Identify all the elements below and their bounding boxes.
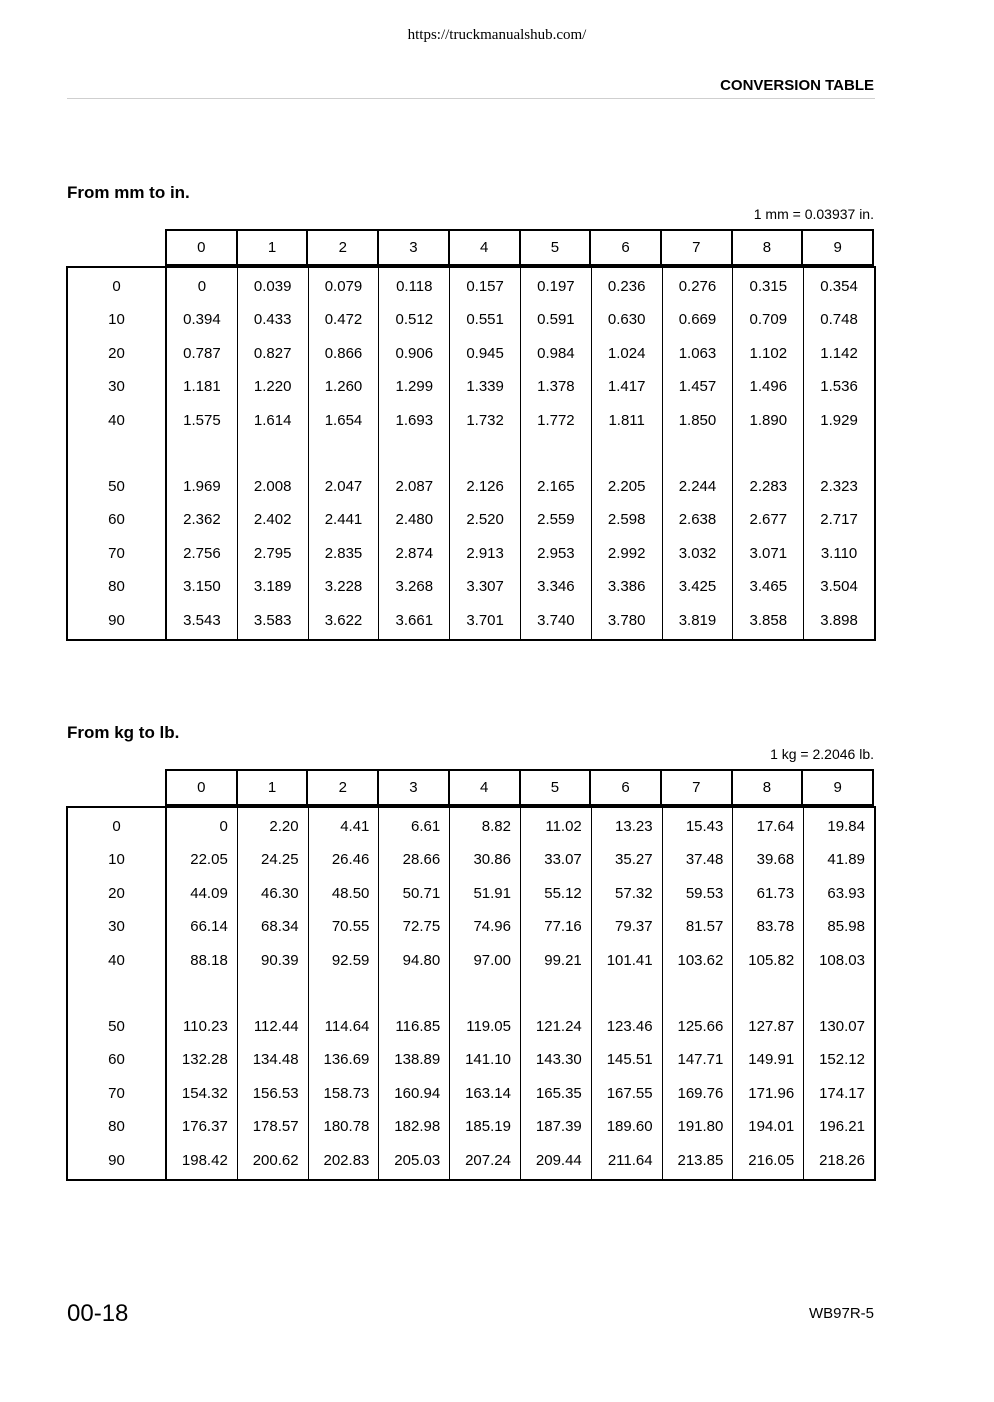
row-header: 50: [108, 1017, 125, 1035]
table-cell: 22.05: [190, 851, 228, 869]
table-cell: 2.402: [253, 511, 292, 529]
table-cell: 205.03: [394, 1151, 441, 1169]
table-cell: 55.12: [544, 884, 582, 902]
mm-to-in-factor: 1 mm = 0.03937 in.: [753, 206, 874, 222]
row-header: 70: [108, 1084, 125, 1102]
table-cell: 3.819: [678, 611, 717, 629]
table-cell: 0.551: [466, 311, 504, 329]
kg-to-lb-title: From kg to lb.: [67, 723, 180, 742]
table-cell: 1.693: [395, 411, 434, 429]
table-cell: 57.32: [615, 884, 653, 902]
table-cell: 0.984: [537, 344, 575, 362]
table-cell: 2.992: [607, 544, 646, 562]
table-cell: 194.01: [748, 1118, 795, 1136]
column-header: 8: [733, 231, 804, 264]
row-header: 40: [108, 951, 125, 969]
table-cell: 178.57: [252, 1118, 299, 1136]
table-cell: 66.14: [190, 918, 228, 936]
table-cell: 134.48: [252, 1051, 299, 1069]
table-cell: 207.24: [465, 1151, 511, 1169]
row-header-column: [68, 268, 167, 639]
table-cell: 3.622: [324, 611, 363, 629]
table-cell: 202.83: [323, 1151, 370, 1169]
table-cell: 0.276: [678, 278, 717, 295]
table-cell: 2.677: [749, 511, 788, 529]
table-cell: 2.717: [820, 511, 858, 529]
table-cell: 2.520: [466, 511, 504, 529]
row-header: 70: [108, 544, 125, 562]
table-cell: 0.906: [395, 344, 434, 362]
table-cell: 1.929: [820, 411, 858, 429]
table-cell: 0: [197, 278, 207, 295]
row-header: 20: [108, 344, 125, 362]
table-cell: 1.299: [395, 378, 434, 396]
row-header: 0: [112, 818, 121, 835]
column-header: 5: [521, 231, 592, 264]
table-cell: 0.079: [324, 278, 363, 295]
table-cell: 1.536: [820, 378, 858, 396]
table-cell: 2.598: [607, 511, 646, 529]
table-cell: 37.48: [685, 851, 724, 869]
table-cell: 3.071: [749, 544, 788, 562]
table-cell: 0.433: [253, 311, 292, 329]
data-column: [804, 808, 874, 1179]
table-cell: 1.102: [749, 344, 788, 362]
table-cell: 138.89: [394, 1051, 441, 1069]
table-cell: 1.890: [749, 411, 788, 429]
column-header-row: [165, 769, 874, 806]
table-cell: 99.21: [544, 951, 582, 969]
table-cell: 33.07: [544, 851, 582, 869]
table-cell: 85.98: [827, 918, 865, 936]
table-cell: 1.850: [678, 411, 717, 429]
table-cell: 110.23: [183, 1017, 228, 1035]
table-cell: 88.18: [190, 951, 228, 969]
table-cell: 97.00: [473, 951, 511, 969]
table-cell: 132.28: [181, 1051, 228, 1069]
table-cell: 0.197: [537, 278, 575, 295]
table-cell: 0: [219, 818, 228, 835]
table-cell: 50.71: [402, 884, 441, 902]
table-cell: 0.787: [183, 344, 221, 362]
row-header: 60: [108, 511, 125, 529]
data-column: [521, 808, 592, 1179]
table-cell: 2.638: [678, 511, 717, 529]
column-header: 7: [662, 771, 733, 804]
table-cell: 127.87: [748, 1017, 795, 1035]
data-column: [592, 268, 663, 639]
table-cell: 3.268: [395, 578, 434, 596]
table-cell: 0.669: [678, 311, 717, 329]
table-cell: 3.150: [183, 578, 221, 596]
table-cell: 198.42: [181, 1151, 228, 1169]
table-cell: 2.205: [607, 477, 646, 495]
table-cell: 92.59: [331, 951, 370, 969]
row-header: 50: [108, 477, 125, 495]
column-header: 4: [450, 231, 521, 264]
table-cell: 3.740: [537, 611, 575, 629]
table-cell: 3.032: [678, 544, 717, 562]
table-cell: 130.07: [819, 1017, 865, 1035]
table-cell: 112.44: [253, 1017, 299, 1035]
data-column: [663, 808, 734, 1179]
table-cell: 171.96: [748, 1084, 795, 1102]
table-body: [66, 266, 876, 641]
table-cell: 3.189: [253, 578, 292, 596]
table-cell: 83.78: [756, 918, 795, 936]
table-cell: 79.37: [615, 918, 653, 936]
row-header-column: [68, 808, 167, 1179]
table-cell: 103.62: [677, 951, 724, 969]
column-header: 0: [167, 771, 238, 804]
row-header: 10: [108, 851, 125, 869]
table-cell: 0.945: [466, 344, 504, 362]
table-cell: 2.953: [537, 544, 575, 562]
data-column: [733, 808, 804, 1179]
model-label: WB97R-5: [808, 1305, 874, 1322]
data-column: [804, 268, 874, 639]
table-cell: 160.94: [394, 1084, 441, 1102]
column-header: 9: [833, 239, 842, 256]
table-cell: 1.260: [324, 378, 363, 396]
table-cell: 143.30: [535, 1051, 582, 1069]
table-cell: 176.37: [181, 1118, 228, 1136]
table-cell: 2.244: [678, 477, 717, 495]
mm-to-in-title: From mm to in.: [67, 183, 190, 202]
table-cell: 41.89: [827, 851, 865, 869]
table-cell: 147.71: [677, 1051, 724, 1069]
table-cell: 1.614: [253, 411, 292, 429]
table-cell: 1.575: [183, 411, 221, 429]
table-cell: 3.504: [820, 578, 858, 596]
table-cell: 0.118: [396, 278, 433, 295]
table-cell: 218.26: [819, 1151, 865, 1169]
table-cell: 145.51: [606, 1051, 653, 1069]
table-cell: 200.62: [252, 1151, 299, 1169]
table-cell: 2.559: [537, 511, 575, 529]
table-cell: 0.354: [820, 278, 858, 295]
table-cell: 51.91: [473, 884, 511, 902]
data-column: [167, 808, 238, 1179]
table-cell: 105.82: [748, 951, 795, 969]
data-column: [238, 808, 309, 1179]
table-cell: 1.378: [537, 378, 575, 396]
table-cell: 2.835: [324, 544, 363, 562]
table-cell: 189.60: [606, 1118, 653, 1136]
column-header: 0: [167, 231, 238, 264]
table-cell: 119.05: [466, 1017, 511, 1035]
table-cell: 17.64: [756, 818, 795, 835]
table-cell: 125.66: [677, 1017, 724, 1035]
table-cell: 196.21: [819, 1118, 865, 1136]
column-header-row: [165, 229, 874, 266]
table-cell: 46.30: [261, 884, 299, 902]
table-cell: 26.46: [331, 851, 370, 869]
data-column: [309, 268, 380, 639]
data-column: [309, 808, 380, 1179]
table-cell: 152.12: [819, 1051, 865, 1069]
table-cell: 3.307: [466, 578, 504, 596]
table-cell: 39.68: [756, 851, 795, 869]
page-number: 00-18: [67, 1300, 129, 1327]
data-column: [167, 268, 238, 639]
table-cell: 3.898: [820, 611, 858, 629]
table-cell: 15.43: [685, 818, 724, 835]
column-header: 8: [733, 771, 804, 804]
table-cell: 174.17: [819, 1084, 865, 1102]
table-cell: 0.315: [749, 278, 788, 295]
table-cell: 165.35: [535, 1084, 582, 1102]
table-cell: 13.23: [615, 818, 653, 835]
row-header: 10: [108, 311, 125, 329]
data-column: [663, 268, 734, 639]
column-header: 9: [833, 779, 842, 796]
table-cell: 2.441: [324, 511, 363, 529]
table-cell: 1.220: [253, 378, 292, 396]
column-header: 3: [379, 771, 450, 804]
table-cell: 19.84: [827, 818, 865, 835]
table-cell: 2.165: [537, 477, 575, 495]
table-cell: 70.55: [331, 918, 370, 936]
table-cell: 44.09: [190, 884, 228, 902]
row-header: 0: [112, 278, 121, 295]
table-cell: 2.20: [269, 818, 299, 835]
row-header: 30: [108, 378, 125, 396]
table-cell: 24.25: [261, 851, 299, 869]
table-cell: 101.41: [606, 951, 653, 969]
table-cell: 2.008: [253, 477, 292, 495]
column-header: 3: [379, 231, 450, 264]
table-cell: 1.772: [537, 411, 575, 429]
column-header: 2: [308, 231, 379, 264]
row-header: 90: [108, 611, 125, 629]
table-cell: 2.126: [466, 477, 504, 495]
table-cell: 182.98: [394, 1118, 441, 1136]
table-cell: 209.44: [535, 1151, 582, 1169]
table-cell: 0.236: [607, 278, 646, 295]
kg-to-lb-factor: 1 kg = 2.2046 lb.: [770, 746, 874, 762]
table-cell: 1.654: [324, 411, 363, 429]
header-divider: [67, 98, 875, 99]
table-cell: 1.457: [678, 378, 717, 396]
table-cell: 154.32: [181, 1084, 228, 1102]
table-cell: 3.858: [749, 611, 788, 629]
table-cell: 185.19: [465, 1118, 511, 1136]
table-cell: 213.85: [677, 1151, 724, 1169]
table-cell: 1.417: [607, 378, 646, 396]
table-cell: 0.394: [183, 311, 221, 329]
table-cell: 3.780: [607, 611, 646, 629]
table-cell: 72.75: [402, 918, 441, 936]
table-cell: 0.472: [324, 311, 363, 329]
table-cell: 3.425: [678, 578, 717, 596]
table-cell: 6.61: [410, 818, 441, 835]
table-cell: 2.087: [395, 477, 434, 495]
table-cell: 163.14: [465, 1084, 511, 1102]
table-cell: 1.732: [466, 411, 504, 429]
table-cell: 2.362: [183, 511, 221, 529]
table-cell: 11.02: [545, 818, 582, 835]
table-cell: 3.386: [607, 578, 646, 596]
column-header: 2: [308, 771, 379, 804]
column-header: 5: [521, 771, 592, 804]
table-cell: 63.93: [827, 884, 865, 902]
table-cell: 191.80: [677, 1118, 724, 1136]
table-cell: 61.73: [756, 884, 795, 902]
table-cell: 0.709: [749, 311, 788, 329]
table-cell: 8.82: [481, 818, 511, 835]
column-header: 7: [662, 231, 733, 264]
table-cell: 180.78: [323, 1118, 370, 1136]
row-header: 30: [108, 918, 125, 936]
table-cell: 2.480: [395, 511, 434, 529]
table-cell: 211.64: [607, 1151, 653, 1169]
table-cell: 0.748: [820, 311, 858, 329]
table-cell: 3.346: [537, 578, 575, 596]
column-header: 1: [238, 771, 309, 804]
row-header: 80: [108, 578, 125, 596]
table-cell: 3.583: [253, 611, 292, 629]
table-cell: 187.39: [535, 1118, 582, 1136]
table-cell: 2.874: [395, 544, 434, 562]
table-cell: 30.86: [473, 851, 511, 869]
data-column: [521, 268, 592, 639]
table-cell: 1.142: [820, 344, 858, 362]
column-header: 1: [238, 231, 309, 264]
table-cell: 2.323: [820, 477, 858, 495]
table-cell: 59.53: [685, 884, 724, 902]
table-cell: 123.46: [606, 1017, 653, 1035]
data-column: [733, 268, 804, 639]
table-cell: 3.465: [749, 578, 788, 596]
table-cell: 3.661: [395, 611, 434, 629]
table-cell: 68.34: [261, 918, 299, 936]
table-cell: 216.05: [748, 1151, 795, 1169]
source-url: https://truckmanualshub.com/: [407, 27, 587, 43]
table-cell: 2.913: [466, 544, 504, 562]
table-cell: 0.630: [607, 311, 646, 329]
data-column: [238, 268, 309, 639]
row-header: 40: [108, 411, 125, 429]
table-cell: 81.57: [685, 918, 724, 936]
table-cell: 0.591: [537, 311, 575, 329]
data-column: [592, 808, 663, 1179]
row-header: 80: [108, 1118, 125, 1136]
table-cell: 2.047: [324, 477, 363, 495]
row-header: 20: [108, 884, 125, 902]
page-header-title: CONVERSION TABLE: [720, 77, 874, 94]
data-column: [379, 808, 450, 1179]
table-cell: 1.063: [678, 344, 717, 362]
table-cell: 136.69: [323, 1051, 370, 1069]
table-cell: 167.55: [606, 1084, 653, 1102]
table-cell: 1.339: [466, 378, 504, 396]
row-header: 90: [108, 1151, 125, 1169]
column-header: 6: [591, 231, 662, 264]
table-cell: 149.91: [748, 1051, 795, 1069]
table-cell: 0.827: [253, 344, 292, 362]
table-cell: 141.10: [465, 1051, 511, 1069]
table-cell: 121.24: [535, 1017, 582, 1035]
column-header: 4: [450, 771, 521, 804]
table-cell: 1.811: [608, 411, 645, 429]
table-cell: 2.283: [749, 477, 788, 495]
table-cell: 90.39: [261, 951, 299, 969]
column-header: 6: [591, 771, 662, 804]
table-cell: 3.543: [183, 611, 221, 629]
table-cell: 0.866: [324, 344, 363, 362]
table-cell: 1.181: [183, 378, 221, 396]
table-cell: 1.969: [183, 477, 221, 495]
table-cell: 0.039: [253, 278, 292, 295]
table-cell: 35.27: [615, 851, 653, 869]
data-column: [450, 808, 521, 1179]
table-cell: 1.496: [749, 378, 788, 396]
table-cell: 77.16: [544, 918, 582, 936]
table-cell: 0.157: [466, 278, 504, 295]
table-cell: 2.795: [253, 544, 292, 562]
table-cell: 3.110: [820, 544, 858, 562]
table-body: [66, 806, 876, 1181]
table-cell: 74.96: [473, 918, 511, 936]
table-cell: 116.85: [395, 1017, 441, 1035]
table-cell: 0.512: [395, 311, 434, 329]
table-cell: 2.756: [183, 544, 221, 562]
table-cell: 3.228: [324, 578, 363, 596]
table-cell: 3.701: [466, 611, 504, 629]
table-cell: 48.50: [331, 884, 370, 902]
table-cell: 156.53: [252, 1084, 299, 1102]
table-cell: 169.76: [677, 1084, 724, 1102]
data-column: [379, 268, 450, 639]
table-cell: 1.024: [607, 344, 646, 362]
data-column: [450, 268, 521, 639]
table-cell: 94.80: [402, 951, 441, 969]
row-header: 60: [108, 1051, 125, 1069]
table-cell: 114.64: [324, 1017, 370, 1035]
table-cell: 4.41: [340, 818, 370, 835]
table-cell: 108.03: [819, 951, 865, 969]
table-cell: 28.66: [402, 851, 441, 869]
table-cell: 158.73: [323, 1084, 370, 1102]
